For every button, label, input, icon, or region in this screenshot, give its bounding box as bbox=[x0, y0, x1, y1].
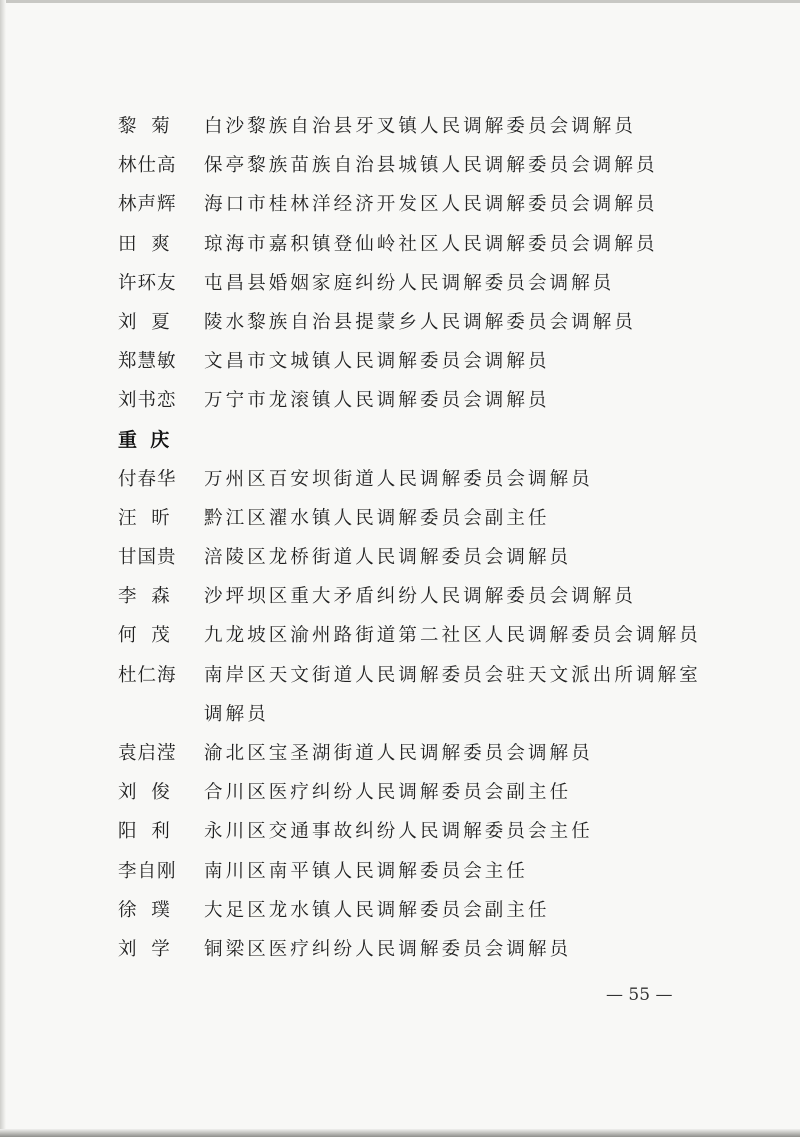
section-heading: 重 庆 bbox=[118, 428, 170, 451]
person-organization: 大足区龙水镇人民调解委员会副主任 bbox=[204, 899, 550, 921]
person-organization: 南岸区天文街道人民调解委员会驻天文派出所调解室调解员 bbox=[204, 664, 701, 725]
person-name: 刘 俊 bbox=[118, 782, 171, 804]
person-name: 李自刚 bbox=[118, 860, 177, 882]
list-item bbox=[118, 930, 718, 969]
person-name: 刘书恋 bbox=[118, 390, 177, 412]
list-item bbox=[118, 499, 718, 538]
list-item bbox=[118, 303, 718, 342]
list-item bbox=[118, 616, 718, 655]
person-organization: 沙坪坝区重大矛盾纠纷人民调解委员会调解员 bbox=[204, 586, 637, 608]
list-item bbox=[118, 734, 718, 773]
person-organization: 南川区南平镇人民调解委员会主任 bbox=[204, 860, 529, 882]
person-name: 李 森 bbox=[118, 586, 171, 608]
person-name: 田 爽 bbox=[118, 233, 171, 255]
list-item bbox=[118, 812, 718, 851]
page-bottom-edge bbox=[0, 1129, 800, 1137]
person-name: 汪 昕 bbox=[118, 507, 171, 529]
list-item bbox=[118, 773, 718, 812]
person-organization: 合川区医疗纠纷人民调解委员会副主任 bbox=[204, 782, 572, 804]
name-list bbox=[118, 107, 718, 969]
list-item bbox=[118, 577, 718, 616]
person-organization: 白沙黎族自治县牙叉镇人民调解委员会调解员 bbox=[204, 116, 637, 137]
person-organization: 渝北区宝圣湖街道人民调解委员会调解员 bbox=[204, 743, 593, 765]
person-organization: 九龙坡区渝州路街道第二社区人民调解委员会调解员 bbox=[204, 625, 701, 647]
person-name: 阳 利 bbox=[118, 821, 171, 843]
person-organization: 海口市桂林洋经济开发区人民调解委员会调解员 bbox=[204, 194, 658, 216]
person-name: 甘国贵 bbox=[118, 547, 177, 569]
person-organization: 保亭黎族苗族自治县城镇人民调解委员会调解员 bbox=[204, 155, 658, 177]
person-organization: 屯昌县婚姻家庭纠纷人民调解委员会调解员 bbox=[204, 272, 615, 294]
list-item bbox=[118, 107, 718, 146]
page-left-edge bbox=[0, 0, 6, 1137]
list-item bbox=[118, 538, 718, 577]
person-name: 刘 学 bbox=[118, 938, 171, 960]
person-name: 何 茂 bbox=[118, 625, 171, 647]
person-organization: 万宁市龙滚镇人民调解委员会调解员 bbox=[204, 390, 550, 412]
person-organization: 文昌市文城镇人民调解委员会调解员 bbox=[204, 351, 550, 373]
list-item bbox=[118, 146, 718, 185]
list-item bbox=[118, 264, 718, 303]
list-item bbox=[118, 185, 718, 224]
person-name: 杜仁海 bbox=[118, 664, 177, 686]
person-organization: 黔江区濯水镇人民调解委员会副主任 bbox=[204, 507, 550, 529]
person-organization: 涪陵区龙桥街道人民调解委员会调解员 bbox=[204, 547, 572, 569]
list-item bbox=[118, 852, 718, 891]
person-organization: 铜梁区医疗纠纷人民调解委员会调解员 bbox=[204, 938, 572, 960]
person-organization: 万州区百安坝街道人民调解委员会调解员 bbox=[204, 468, 593, 490]
person-name: 袁启滢 bbox=[118, 743, 177, 765]
person-name: 徐 璞 bbox=[118, 899, 171, 921]
person-name: 付春华 bbox=[118, 468, 177, 490]
person-name: 林声辉 bbox=[118, 194, 177, 216]
person-organization: 永川区交通事故纠纷人民调解委员会主任 bbox=[204, 821, 593, 843]
list-item bbox=[118, 656, 718, 734]
page-number: — 55 — bbox=[606, 985, 673, 1005]
person-name: 郑慧敏 bbox=[118, 351, 177, 373]
list-item bbox=[118, 891, 718, 930]
person-name: 林仕高 bbox=[118, 155, 177, 177]
list-item bbox=[118, 225, 718, 264]
list-item bbox=[118, 342, 718, 381]
person-name: 许环友 bbox=[118, 272, 177, 294]
person-organization: 陵水黎族自治县提蒙乡人民调解委员会调解员 bbox=[204, 311, 637, 333]
list-item bbox=[118, 381, 718, 420]
list-item bbox=[118, 460, 718, 499]
person-name: 黎 菊 bbox=[118, 116, 171, 137]
person-organization: 琼海市嘉积镇登仙岭社区人民调解委员会调解员 bbox=[204, 233, 658, 255]
person-name: 刘 夏 bbox=[118, 311, 171, 333]
